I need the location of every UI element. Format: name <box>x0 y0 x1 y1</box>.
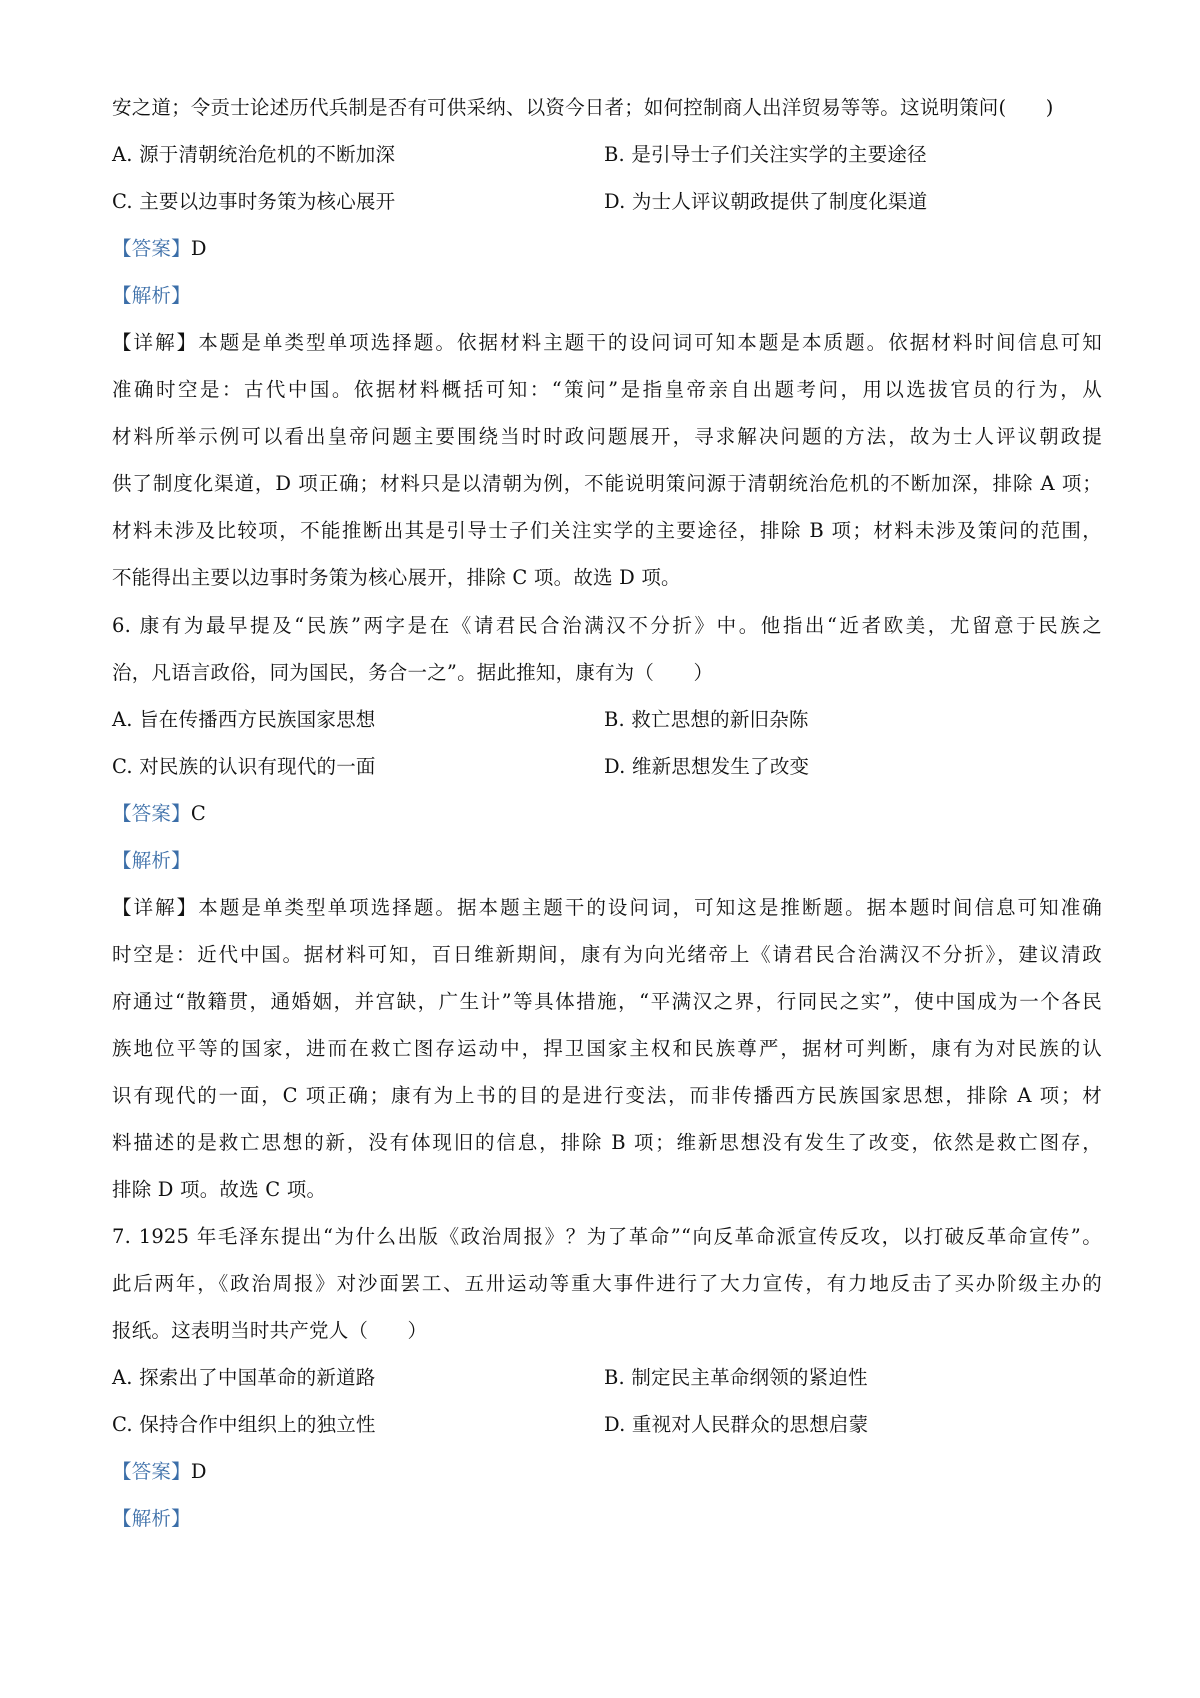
answer-tag: 【答案】 <box>112 1460 191 1483</box>
q6-detail-line-3: 府通过“散籍贯，通婚姻，并宫缺，广生计”等具体措施，“平满汉之界，行同民之实”，使中国成为一个各民 <box>112 990 1102 1013</box>
q7-option-a: A. 探索出了中国革命的新道路 <box>112 1366 376 1389</box>
detail-tag: 【详解】 <box>112 896 199 919</box>
detail-tag: 【详解】 <box>112 331 199 354</box>
q5-detail-line-2: 准确时空是：古代中国。依据材料概括可知：“策问”是指皇帝亲自出题考问，用以选拔官员的行为，从 <box>112 378 1102 401</box>
q7-stem-line-3: 报纸。这表明当时共产党人（ ） <box>112 1319 428 1342</box>
q7-option-d: D. 重视对人民群众的思想启蒙 <box>604 1413 869 1436</box>
q7-answer <box>112 1458 1102 1486</box>
q7-stem-line-2: 此后两年，《政治周报》对沙面罢工、五卅运动等重大事件进行了大力宣传，有力地反击了买办阶级主办的 <box>112 1272 1102 1295</box>
q5-option-c: C. 主要以边事时务策为核心展开 <box>112 190 396 213</box>
detail-text: 本题是单类型单项选择题。据本题主题干的设问词，可知这是推断题。据本题时间信息可知准确 <box>198 896 1102 919</box>
q6-option-c: C. 对民族的认识有现代的一面 <box>112 755 376 778</box>
q5-detail-line-1 <box>112 329 1102 357</box>
answer-value: D <box>190 237 207 260</box>
q6-detail-line-4: 族地位平等的国家，进而在救亡图存运动中，捍卫国家主权和民族尊严，据材可判断，康有为对民族的认 <box>112 1037 1102 1060</box>
q6-detail-line-7: 排除 D 项。故选 C 项。 <box>112 1178 327 1201</box>
q6-option-d: D. 维新思想发生了改变 <box>604 755 810 778</box>
answer-value: D <box>190 1460 207 1483</box>
q5-option-a: A. 源于清朝统治危机的不断加深 <box>112 143 396 166</box>
q5-option-b: B. 是引导士子们关注实学的主要途径 <box>604 143 927 166</box>
q5-stem-tail: 安之道；令贡士论述历代兵制是否有可供采纳、以资今日者；如何控制商人出洋贸易等等。这说明策问( ) <box>112 96 1054 119</box>
q7-option-b: B. 制定民主革命纲领的紧迫性 <box>604 1366 868 1389</box>
q5-jiexi <box>112 282 1102 310</box>
answer-tag: 【答案】 <box>112 802 191 825</box>
q6-option-a: A. 旨在传播西方民族国家思想 <box>112 708 376 731</box>
answer-value: C <box>190 802 206 825</box>
jiexi-tag: 【解析】 <box>112 1507 191 1530</box>
q7-option-c: C. 保持合作中组织上的独立性 <box>112 1413 376 1436</box>
q5-detail-line-4: 供了制度化渠道，D 项正确；材料只是以清朝为例，不能说明策问源于清朝统治危机的不断加深，排除 A 项； <box>112 472 1102 495</box>
q6-jiexi <box>112 847 1102 875</box>
jiexi-tag: 【解析】 <box>112 849 191 872</box>
q6-option-b: B. 救亡思想的新旧杂陈 <box>604 708 809 731</box>
q7-jiexi <box>112 1505 1102 1533</box>
q5-detail-line-6: 不能得出主要以边事时务策为核心展开，排除 C 项。故选 D 项。 <box>112 566 681 589</box>
q5-answer <box>112 235 1102 263</box>
q6-detail-line-2: 时空是：近代中国。据材料可知，百日维新期间，康有为向光绪帝上《请君民合治满汉不分折》，建议清政 <box>112 943 1102 966</box>
answer-tag: 【答案】 <box>112 237 191 260</box>
q6-answer <box>112 800 1102 828</box>
q5-detail-line-3: 材料所举示例可以看出皇帝问题主要围绕当时时政问题展开，寻求解决问题的方法，故为士人评议朝政提 <box>112 425 1102 448</box>
q5-detail-line-5: 材料未涉及比较项，不能推断出其是引导士子们关注实学的主要途径，排除 B 项；材料未涉及策问的范围， <box>112 519 1102 542</box>
q6-detail-line-1 <box>112 894 1102 922</box>
detail-text: 本题是单类型单项选择题。依据材料主题干的设问词可知本题是本质题。依据材料时间信息可知 <box>198 331 1102 354</box>
q6-stem-line-2: 治，凡语言政俗，同为国民，务合一之”。据此推知，康有为（ ） <box>112 661 714 684</box>
q6-detail-line-5: 识有现代的一面，C 项正确；康有为上书的目的是进行变法，而非传播西方民族国家思想，排除 A 项；材 <box>112 1084 1102 1107</box>
jiexi-tag: 【解析】 <box>112 284 191 307</box>
q5-option-d: D. 为士人评议朝政提供了制度化渠道 <box>604 190 928 213</box>
q6-stem-line-1: 6. 康有为最早提及“民族”两字是在《请君民合治满汉不分折》中。他指出“近者欧美，尤留意于民族之 <box>112 614 1102 637</box>
q6-detail-line-6: 料描述的是救亡思想的新，没有体现旧的信息，排除 B 项；维新思想没有发生了改变，依然是救亡图存， <box>112 1131 1102 1154</box>
q7-stem-line-1: 7. 1925 年毛泽东提出“为什么出版《政治周报》？为了革命”“向反革命派宣传反攻，以打破反革命宣传”。 <box>112 1225 1102 1248</box>
